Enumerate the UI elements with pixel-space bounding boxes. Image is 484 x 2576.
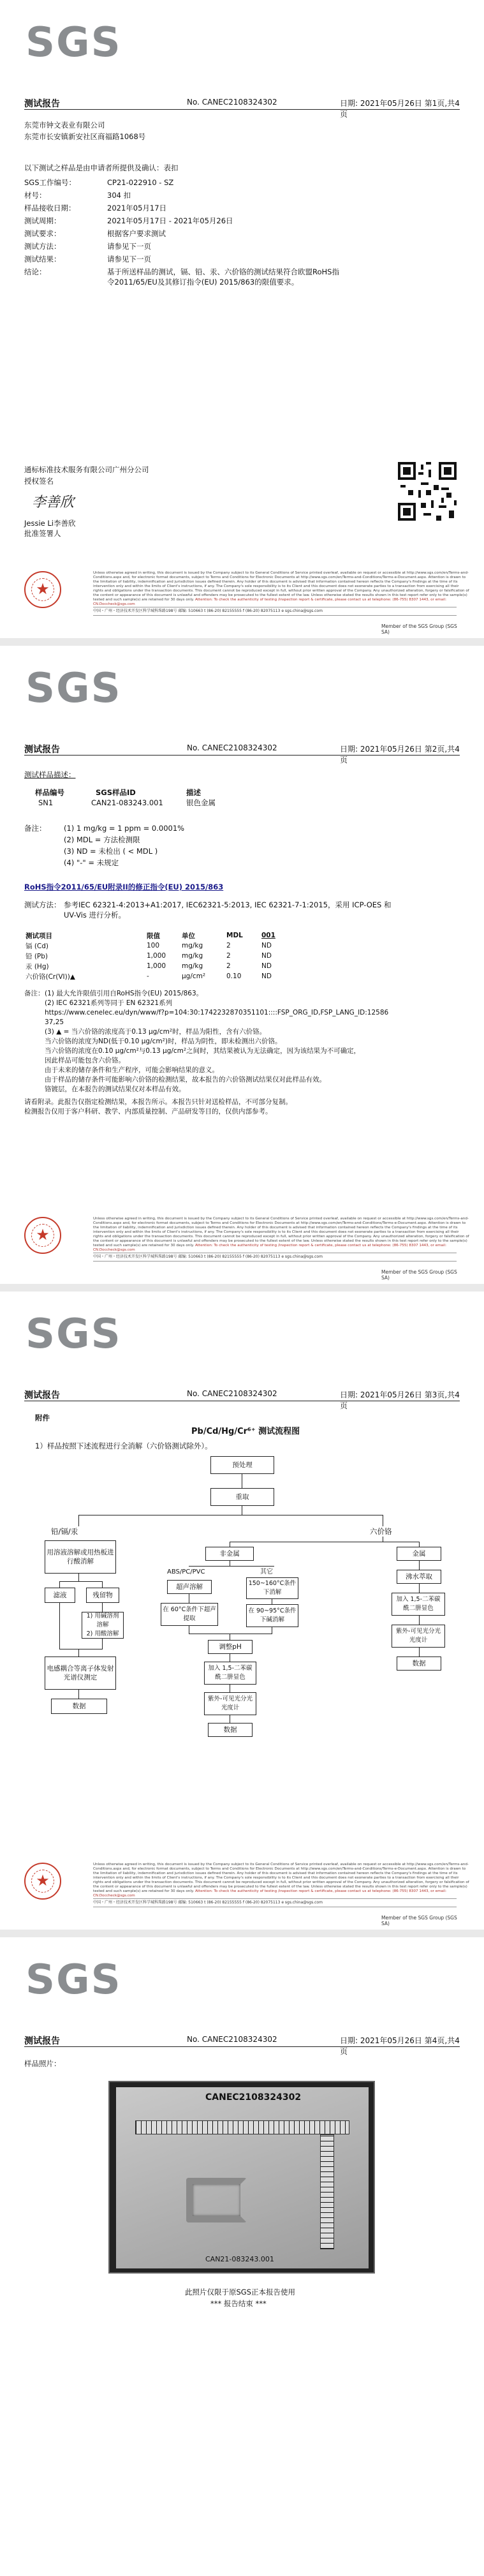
report-end: *** 报告结束 ***: [210, 2299, 267, 2308]
lab-authorized: 授权签名: [24, 477, 54, 486]
cell-limit: 100: [147, 942, 160, 949]
report-page-4: [0, 1937, 484, 2576]
signer-name: Jessie Li李善欣: [24, 519, 76, 528]
report-page-2: [0, 646, 484, 1284]
branch-pbcd: 铅/镉/汞: [51, 1527, 78, 1536]
th-item: 测试项目: [26, 932, 52, 940]
node-data-mid: 数据: [208, 1723, 253, 1737]
sgs-logo: SGS: [26, 19, 122, 66]
node-60c: 在 60°C条件下超声提取: [161, 1603, 218, 1626]
note2-item: 当六价铬的浓度为ND(低于0.10 μg/cm²)时，样品为阴性，即未检测出六价铬。: [45, 1038, 282, 1045]
field-value: 请参见下一页: [107, 255, 151, 264]
note2-item: 当六价铬的浓度在0.10 μg/cm²与0.13 μg/cm²之间时，其结果被认为无法确定，因为该结果为不可确定，: [45, 1047, 361, 1055]
th-mdl: MDL: [226, 932, 243, 939]
cell-result: ND: [261, 972, 272, 980]
node-90c: 在 90~95°C条件下碱消解: [246, 1604, 298, 1627]
report-number: No. CANEC2108324302: [187, 98, 277, 107]
attachment-label: 附件: [35, 1413, 50, 1422]
field-value: 请参见下一页: [107, 242, 151, 251]
footer-attention: Attention: To check the authenticity of testing /inspection report & certificate, please contact us at telephone: (86-755) 8307 1443, or email: CN.Doccheck@sgs.com: [93, 1889, 446, 1898]
lab-name: 通标标准技术服务有限公司广州分公司: [24, 465, 149, 474]
notes2-label: 备注：: [24, 990, 45, 997]
client-name: 东莞市钟文表业有限公司: [24, 121, 105, 130]
note-item: (4) "-" = 未规定: [64, 858, 119, 867]
footer-terms: Unless otherwise agreed in writing, this document is issued by the Company subject to its General Conditions of Service printed overleaf, available on request or accessible at http://www.sgs.com/en/Terms-and-Conditions.aspx and, for electronic format documents, subject to Terms and Conditions for Electronic Documents at http://www.sgs.com/en/Terms-and-Conditions/Terms-e-Document.aspx. Attention is drawn to the limitation of liability, indemnification and jurisdiction issues defined therein. Any holder of this document is advised that information contained hereon reflects the Company's findings at the time of its intervention only and within the limits of Client's instructions, if any. The Company's sole responsibility is to its Client and this document does not exonerate parties to a transaction from exercising all their rights and obligations under the transaction documents. This document cannot be reproduced except in full, without prior written approval of the Company. Any unauthorized alteration, forgery or falsification of the content or appearance of this document is unlawful and offenders may be prosecuted to the fullest extent of the law. Unless otherwise stated the results shown in this test report refer only to the sample(s) tested and such sample(s) are retained for 30 days only.: [93, 1863, 469, 1893]
sample-sgs-id: CAN21-083243.001: [91, 798, 163, 807]
method-label: 测试方法：: [24, 900, 61, 909]
report-date: 日期: 2021年05月26日 第1页,共4页: [340, 99, 460, 119]
col-sample-no: 样品编号: [35, 788, 64, 797]
cell-limit: 1,000: [147, 962, 166, 970]
photo-label: 样品照片：: [24, 2059, 61, 2068]
report-page-3: [0, 1292, 484, 1930]
col-desc: 描述: [186, 788, 201, 797]
field-label: SGS工作编号：: [24, 178, 77, 187]
sample-clasp: [186, 2178, 247, 2222]
sample-desc-label: 测试样品描述：: [24, 770, 76, 779]
footer-attention: Attention: To check the authenticity of testing /inspection report & certificate, please contact us at telephone: (86-755) 8307 1443, or email: CN.Doccheck@sgs.com: [93, 598, 446, 606]
sample-no: SN1: [38, 798, 54, 807]
report-number: No. CANEC2108324302: [187, 743, 277, 752]
cell-unit: μg/cm²: [182, 972, 206, 980]
page-header: [24, 741, 460, 764]
sgs-member: Member of the SGS Group (SGS SA): [381, 623, 457, 635]
section-title: RoHS指令2011/65/EU附录II的修正指令(EU) 2015/863: [24, 882, 224, 891]
report-title: 测试报告: [24, 2036, 60, 2046]
page-header: [24, 2033, 460, 2056]
cell-mdl: 2: [226, 962, 231, 970]
report-date: 日期: 2021年05月26日 第4页,共4页: [340, 2036, 460, 2056]
node-boil-water: 沸水萃取: [397, 1570, 441, 1584]
photo-caption: 此照片仅限于原SGS正本报告使用: [185, 2288, 296, 2297]
node-data-left: 数据: [51, 1699, 107, 1714]
node-dissolve-acid: 用溶液溶解或用热板进行酸消解: [45, 1540, 116, 1574]
note2-item: (1) 最大允许限值引用自RoHS指令(EU) 2015/863。: [45, 990, 203, 997]
note-item: (1) 1 mg/kg = 1 ppm = 0.0001%: [64, 824, 185, 833]
node-ultrasonic: 超声溶解: [167, 1580, 212, 1594]
sgs-logo: SGS: [26, 665, 122, 712]
sample-desc: 银色金属: [186, 798, 216, 807]
field-label: 测试结果：: [24, 255, 61, 264]
note2-item: 37,25: [45, 1018, 64, 1026]
sample-photo: [108, 2081, 375, 2274]
signature: 李善欣: [32, 495, 75, 510]
field-value: CP21-022910 - SZ: [107, 178, 174, 187]
node-metal: 金属: [397, 1547, 441, 1561]
flowchart-subtitle: 1）样品按照下述流程进行全消解（六价铬测试除外）。: [35, 1441, 212, 1450]
report-date: 日期: 2021年05月26日 第2页,共4页: [340, 745, 460, 764]
page-footer: [24, 571, 469, 635]
report-title: 测试报告: [24, 1390, 60, 1401]
report-number: No. CANEC2108324302: [187, 2035, 277, 2044]
cell-mdl: 0.10: [226, 972, 242, 980]
footer-address: 中国・广州・经济技术开发区科学城科珠路198号 邮编: 510663 t (86-20) 82155555 f (86-20) 82075113 e sgs.china@sgs.com: [93, 607, 457, 616]
table-row: [24, 961, 330, 971]
note2-item: 因此样品可能包含六价铬。: [45, 1057, 125, 1064]
note2-item: 由于样品的储存条件可能影响六价铬的检测结果，故本报告的六价铬测试结果仅对此样品有效。: [45, 1076, 326, 1083]
branch-cr: 六价铬: [370, 1527, 392, 1536]
signer-title: 批准签署人: [24, 529, 61, 538]
node-icp-oes: 电感耦合等离子体发射光谱仪测定: [45, 1657, 116, 1690]
conclusion-line-2: 令2011/65/EU及其修订指令(EU) 2015/863的限值要求。: [107, 278, 299, 287]
th-unit: 单位: [182, 932, 195, 940]
sgs-logo: SGS: [26, 1311, 122, 1358]
cell-unit: mg/kg: [182, 952, 203, 960]
field-label: 测试周期：: [24, 216, 61, 225]
footer-address: 中国・广州・经济技术开发区科学城科珠路198号 邮编: 510663 t (86-20) 82155555 f (86-20) 82075113 e sgs.china@sgs.com: [93, 1253, 457, 1262]
node-weigh: 重取: [210, 1488, 274, 1506]
node-filtrate: 滤液: [45, 1588, 75, 1603]
sgs-member: Member of the SGS Group (SGS SA): [381, 1269, 457, 1281]
note2-item: 铬镀层，在本报告的测试结果仅对本样品有效。: [45, 1085, 186, 1093]
sgs-seal: ★: [24, 571, 61, 608]
sgs-member: Member of the SGS Group (SGS SA): [381, 1915, 457, 1926]
table-row: [24, 941, 330, 951]
field-value: 304 扣: [107, 191, 131, 200]
qr-code-icon: [395, 459, 459, 523]
cell-item: 汞 (Hg): [26, 962, 49, 971]
report-number: No. CANEC2108324302: [187, 1389, 277, 1398]
node-uv-vis: 紫外-可见光分光光度计: [204, 1692, 256, 1715]
conclusion-line-1: 基于所送样品的测试，镉、铅、汞、六价铬的测试结果符合欧盟RoHS指: [107, 267, 339, 276]
cell-item: 铅 (Pb): [26, 952, 48, 960]
footer-terms: Unless otherwise agreed in writing, this document is issued by the Company subject to its General Conditions of Service printed overleaf, available on request or accessible at http://www.sgs.com/en/Terms-and-Conditions.aspx and, for electronic format documents, subject to Terms and Conditions for Electronic Documents at http://www.sgs.com/en/Terms-and-Conditions/Terms-e-Document.aspx. Attention is drawn to the limitation of liability, indemnification and jurisdiction issues defined therein. Any holder of this document is advised that information contained hereon reflects the Company's findings at the time of its intervention only and within the limits of Client's instructions, if any. The Company's sole responsibility is to its Client and this document does not exonerate parties to a transaction from exercising all their rights and obligations under the transaction documents. This document cannot be reproduced except in full, without prior written approval of the Company. Any unauthorized alteration, forgery or falsification of the content or appearance of this document is unlawful and offenders may be prosecuted to the fullest extent of the law. Unless otherwise stated the results shown in this test report refer only to the sample(s) tested and such sample(s) are retained for 30 days only.: [93, 571, 469, 602]
node-residue: 残留物: [86, 1588, 119, 1603]
col-sgs-id: SGS样品ID: [96, 788, 136, 797]
photo-report-number: CANEC2108324302: [205, 2092, 302, 2103]
node-add-dpc: 加入 1,5-二苯碳酰二肼显色: [204, 1662, 256, 1685]
sgs-logo: SGS: [26, 1956, 122, 2004]
page-footer: [24, 1217, 469, 1281]
cell-item: 六价铬(Cr(VI))▲: [26, 972, 75, 981]
field-label: 材号：: [24, 191, 47, 200]
method-line-2: UV-Vis 进行分析。: [64, 911, 126, 919]
page-header: [24, 1387, 460, 1410]
field-label: 测试方法：: [24, 242, 61, 251]
node-data-right: 数据: [397, 1657, 441, 1671]
report-title: 测试报告: [24, 745, 60, 755]
th-result: 001: [261, 932, 275, 939]
cell-unit: mg/kg: [182, 962, 203, 970]
field-value: 根据客户要求测试: [107, 229, 166, 238]
label-other: 其它: [260, 1568, 273, 1575]
method-line-1: 参考IEC 62321-4:2013+A1:2017, IEC62321-5:2013, IEC 62321-7-1:2015，采用 ICP-OES 和: [64, 900, 392, 909]
node-ph: 调整pH: [208, 1640, 253, 1654]
page-header: [24, 96, 460, 119]
sgs-seal: ★: [24, 1863, 61, 1900]
field-value: 2021年05月17日: [107, 204, 167, 212]
note2-item: 检测报告仅用于客户科研、教学、内部质量控制、产品研发等目的，仅供内部参考。: [24, 1108, 272, 1115]
flowchart-title: Pb/Cd/Hg/Cr⁶⁺ 测试流程图: [191, 1427, 300, 1436]
conclusion-label: 结论：: [24, 267, 47, 276]
report-page-1: [0, 0, 484, 638]
cell-result: ND: [261, 952, 272, 960]
label-abs: ABS/PC/PVC: [167, 1568, 205, 1575]
node-add-dpc-metal: 加入 1,5-二苯碳酰二肼显色: [392, 1593, 445, 1616]
ruler-top: [135, 2120, 349, 2134]
table-row: [24, 971, 330, 981]
ruler-side: [320, 2134, 334, 2249]
results-table: [24, 930, 330, 981]
report-title: 测试报告: [24, 99, 60, 109]
node-nonmetal: 非金属: [205, 1547, 254, 1561]
footer-terms: Unless otherwise agreed in writing, this document is issued by the Company subject to its General Conditions of Service printed overleaf, available on request or accessible at http://www.sgs.com/en/Terms-and-Conditions.aspx and, for electronic format documents, subject to Terms and Conditions for Electronic Documents at http://www.sgs.com/en/Terms-and-Conditions/Terms-e-Document.aspx. Attention is drawn to the limitation of liability, indemnification and jurisdiction issues defined therein. Any holder of this document is advised that information contained hereon reflects the Company's findings at the time of its intervention only and within the limits of Client's instructions, if any. The Company's sole responsibility is to its Client and this document does not exonerate parties to a transaction from exercising all their rights and obligations under the transaction documents. This document cannot be reproduced except in full, without prior written approval of the Company. Any unauthorized alteration, forgery or falsification of the content or appearance of this document is unlawful and offenders may be prosecuted to the fullest extent of the law. Unless otherwise stated the results shown in this test report refer only to the sample(s) tested and such sample(s) are retained for 30 days only.: [93, 1217, 469, 1247]
node-uv-vis-metal: 紫外-可见光分光光度计: [392, 1625, 445, 1648]
node-prep: 预处理: [210, 1456, 274, 1474]
note2-item: (2) IEC 62321系列等同于 EN 62321系列: [45, 999, 173, 1007]
note2-item: 由于未来的储存条件和生产程序，可能会影响结果的意义。: [45, 1066, 219, 1074]
table-header-row: [24, 930, 330, 941]
footer-attention: Attention: To check the authenticity of testing /inspection report & certificate, please contact us at telephone: (86-755) 8307 1443, or email: CN.Doccheck@sgs.com: [93, 1244, 446, 1252]
cell-unit: mg/kg: [182, 942, 203, 949]
note-item: (3) ND = 未检出 ( < MDL ): [64, 847, 158, 856]
field-label: 测试要求：: [24, 229, 61, 238]
note2-item: https://www.cenelec.eu/dyn/www/f?p=104:30:1742232870351101::::FSP_ORG_ID,FSP_LANG_ID:12586: [45, 1009, 389, 1016]
cell-mdl: 2: [226, 952, 231, 960]
footer-address: 中国・广州・经济技术开发区科学城科珠路198号 邮编: 510663 t (86-20) 82155555 f (86-20) 82075113 e sgs.china@sgs.com: [93, 1898, 457, 1907]
client-address: 东莞市长安镇新安社区商福路1068号: [24, 132, 146, 141]
cell-item: 镉 (Cd): [26, 942, 49, 950]
photo-sample-id: CAN21-083243.001: [205, 2255, 274, 2263]
node-150c: 150~160°C条件下消解: [246, 1577, 298, 1599]
note2-item: (3) ▲ = 当六价铬的浓度高于0.13 μg/cm²时，样品为阳性，含有六价铬。: [45, 1028, 267, 1036]
table-row: [24, 951, 330, 961]
intro-text: 以下测试之样品是由申请者所提供及确认：表扣: [24, 163, 179, 172]
notes-label: 备注：: [24, 824, 47, 833]
report-date: 日期: 2021年05月26日 第3页,共4页: [340, 1390, 460, 1410]
sgs-seal: ★: [24, 1217, 61, 1254]
cell-result: ND: [261, 962, 272, 970]
note-item: (2) MDL = 方法检测限: [64, 835, 140, 844]
th-limit: 限值: [147, 932, 160, 940]
field-value: 2021年05月17日 - 2021年05月26日: [107, 216, 233, 225]
cell-result: ND: [261, 942, 272, 949]
note2-item: 请看附录。此报告仅指定检测结果，本报告所示。本报告只针对送检样品，不可部分复制。: [24, 1098, 292, 1106]
node-alkali-dissolve: 1) 用碱溶剂溶解 2) 用酸溶解: [82, 1612, 124, 1639]
page-footer: [24, 1863, 469, 1926]
cell-mdl: 2: [226, 942, 231, 949]
cell-limit: 1,000: [147, 952, 166, 960]
field-label: 样品接收日期：: [24, 204, 76, 212]
cell-limit: -: [147, 972, 149, 980]
